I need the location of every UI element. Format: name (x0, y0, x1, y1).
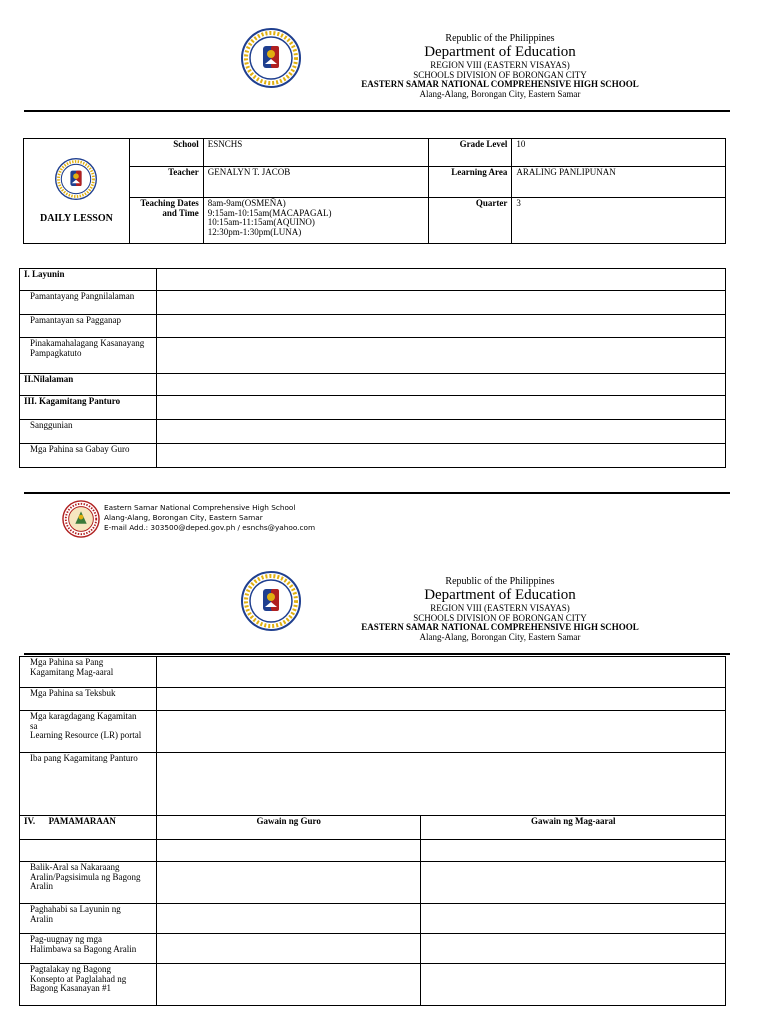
empty-cell (156, 396, 725, 420)
learning-area-label: Learning Area (429, 167, 512, 198)
empty-cell (156, 420, 725, 444)
region-text: REGION VIII (EASTERN VISAYAS) (430, 603, 570, 614)
label-line: Learning Resource (LR) portal (30, 730, 142, 740)
empty-cell (156, 862, 421, 904)
header-divider (24, 110, 730, 112)
school-seal-icon (62, 500, 100, 538)
empty-cell (156, 338, 725, 374)
pamamaraan-text: PAMAMARAAN (48, 816, 116, 826)
pag-uugnay-label (20, 934, 157, 964)
logo-cell (24, 139, 130, 244)
balik-aral-label (20, 862, 157, 904)
learning-area-value: ARALING PANLIPUNAN (512, 167, 726, 198)
label-line: Aralin/Pagsisimula ng Bagong (30, 871, 141, 882)
schedule-line: 10:15am-11:15am(AQUINO) (207, 217, 315, 227)
schedule-line: 8am-9am(OSMEÑA) (207, 198, 286, 208)
gawain-guro-header: Gawain ng Guro (156, 816, 421, 840)
schedule-cell (203, 198, 429, 244)
empty-cell (421, 862, 726, 904)
label-line: Bagong Kasanayan #1 (30, 983, 111, 993)
page-divider (24, 492, 730, 494)
empty-cell (156, 269, 725, 291)
label-line: Paghahabi sa Layunin ng (30, 904, 121, 914)
empty-cell (421, 964, 726, 1006)
empty-cell (156, 753, 725, 816)
kasanayan-line: Pinakamahalagang Kasanayang (30, 338, 145, 348)
empty-cell (20, 840, 157, 862)
lesson-info-table (23, 138, 726, 244)
teacher-label: Teacher (129, 167, 203, 198)
address-text: Alang-Alang, Borongan City, Eastern Samar (419, 631, 581, 642)
empty-cell (421, 840, 726, 862)
empty-cell (156, 374, 725, 396)
schedule-line: 9:15am-10:15am(MACAPAGAL) (207, 207, 332, 218)
division-text: SCHOOLS DIVISION OF BORONGAN CITY (413, 612, 587, 623)
kagamitang-mag-aaral-label (20, 657, 157, 688)
gawain-mag-aaral-header: Gawain ng Mag-aaral (421, 816, 726, 840)
iba-pang-kagamitan-label: Iba pang Kagamitang Panturo (20, 753, 157, 816)
pamamaraan-number: IV. (24, 816, 36, 826)
division-text: SCHOOLS DIVISION OF BORONGAN CITY (413, 69, 587, 80)
empty-cell (156, 934, 421, 964)
pagtalakay-label (20, 964, 157, 1006)
empty-cell (156, 904, 421, 934)
label-line: Aralin (30, 881, 53, 891)
lr-portal-label (20, 711, 157, 753)
department-text: Department of Education (424, 44, 576, 61)
republic-text: Republic of the Philippines (445, 33, 555, 44)
gabay-guro-label: Mga Pahina sa Gabay Guro (20, 444, 157, 468)
empty-cell (156, 444, 725, 468)
school-name: EASTERN SAMAR NATIONAL COMPREHENSIVE HIGH SCHOOL (361, 622, 639, 633)
label-line: Mga Pahina sa Pang (30, 657, 104, 667)
lesson-plan-table-1 (19, 268, 726, 468)
label-line: Pagtalakay ng Bagong (30, 964, 111, 974)
department-text: Department of Education (424, 587, 576, 604)
nilalaman-heading: II.Nilalaman (20, 374, 157, 396)
empty-cell (156, 657, 725, 688)
teksbuk-label: Mga Pahina sa Teksbuk (20, 688, 157, 711)
label-line: Mga karagdagang Kagamitan (30, 711, 137, 721)
deped-seal-icon (241, 571, 301, 631)
footer-address: Alang-Alang, Borongan City, Eastern Samar (104, 513, 263, 522)
lesson-plan-table-2 (19, 656, 726, 1006)
grade-label: Grade Level (429, 139, 512, 167)
teaching-dates-label (129, 198, 203, 244)
label-line: Halimbawa sa Bagong Aralin (30, 943, 137, 954)
empty-cell (156, 688, 725, 711)
label-line: Balik-Aral sa Nakaraang (30, 862, 120, 872)
deped-seal-icon (55, 158, 97, 200)
label-line: Aralin (30, 913, 53, 924)
school-name: EASTERN SAMAR NATIONAL COMPREHENSIVE HIGH SCHOOL (361, 79, 639, 90)
empty-cell (421, 904, 726, 934)
label-line: Pag-uugnay ng mga (30, 934, 102, 944)
label-line: Konsepto at Paglalahad ng (30, 973, 127, 984)
teaching-dates-label-line: Teaching Dates (140, 198, 199, 208)
pangnilalaman-label: Pamantayang Pangnilalaman (20, 291, 157, 315)
footer-school-name: Eastern Samar National Comprehensive High School (104, 503, 296, 512)
kagamitan-heading: III. Kagamitang Panturo (20, 396, 157, 420)
label-line: sa (30, 720, 38, 731)
address-text: Alang-Alang, Borongan City, Eastern Samar (419, 88, 581, 99)
republic-text: Republic of the Philippines (445, 576, 555, 587)
pagganap-label: Pamantayan sa Pagganap (20, 315, 157, 338)
kasanayan-line: Pampagkatuto (30, 347, 82, 358)
empty-cell (156, 840, 421, 862)
empty-cell (156, 711, 725, 753)
schedule-line: 12:30pm-1:30pm(LUNA) (207, 226, 302, 237)
region-text: REGION VIII (EASTERN VISAYAS) (430, 60, 570, 71)
pamamaraan-heading (20, 816, 157, 840)
teacher-value: GENALYN T. JACOB (203, 167, 429, 198)
teaching-dates-label-line: and Time (162, 207, 199, 218)
empty-cell (156, 315, 725, 338)
quarter-value: 3 (512, 198, 726, 244)
sanggunian-label: Sanggunian (20, 420, 157, 444)
empty-cell (156, 964, 421, 1006)
layunin-heading: I. Layunin (20, 269, 157, 291)
school-value: ESNCHS (203, 139, 429, 167)
empty-cell (156, 291, 725, 315)
label-line: Kagamitang Mag-aaral (30, 666, 114, 677)
empty-cell (421, 934, 726, 964)
header-divider (24, 653, 730, 655)
deped-seal-icon (241, 28, 301, 88)
quarter-label: Quarter (429, 198, 512, 244)
paghahabi-label (20, 904, 157, 934)
kasanayan-label (20, 338, 157, 374)
school-label: School (129, 139, 203, 167)
daily-lesson-title: DAILY LESSON (39, 213, 113, 225)
grade-value: 10 (512, 139, 726, 167)
footer-email: E-mail Add.: 303500@deped.gov.ph / esnchs@yahoo.com (104, 523, 316, 532)
